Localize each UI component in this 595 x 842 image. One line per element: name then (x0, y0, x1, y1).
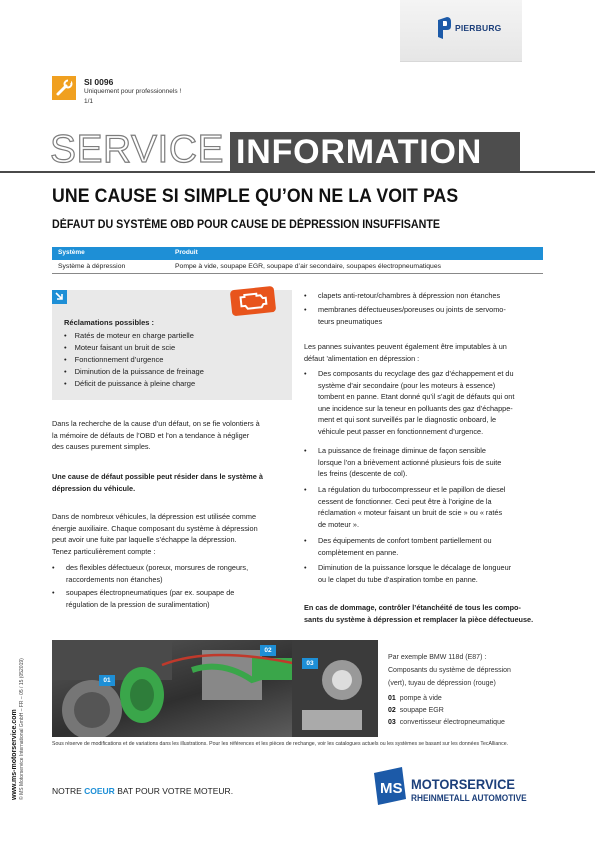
table-row (52, 260, 543, 274)
list-item: • Diminution de la puissance de freinage (64, 367, 204, 376)
list-item: • Des composants du recyclage des gaz d’échappement et du système d’air secondaire (pour les moteurs à essence) tombent en panne. Etant donné qu’il s’agit de défauts qui ont une incidence sur la teneur en polluants des gaz d’échappe- ment et qui sont surveillés par le diagnostic onboard, le véhicule peut passer en fonctionnement d’urgence. (304, 369, 515, 436)
text-line: des causes purement simples. (52, 442, 151, 452)
text-line: peut avoir une fuite par laquelle s’échappe la dépression. (52, 535, 237, 545)
text-line: Des équipements de confort tombent partiellement ou (318, 536, 492, 545)
copyright: © MS Motorservice International GmbH – FR – 05 / 15 (052019) (19, 658, 25, 800)
text-line: soupapes électropneumatiques (par ex. soupape de (66, 588, 235, 597)
text-line: teurs pneumatiques (318, 316, 383, 326)
caption-line: (vert), tuyau de dépression (rouge) (388, 680, 496, 687)
list-item: • des flexibles défectueux (poreux, morsures de rongeurs, raccordements non étanches) (52, 563, 249, 584)
caption-line: Composants du système de dépression (388, 667, 511, 674)
text-line: Des composants du recyclage des gaz d’échappement et du (318, 369, 514, 378)
banner-information-box (230, 132, 520, 172)
caption-line: Par exemple BMW 118d (E87) : (388, 654, 487, 661)
caption-num: 02 (388, 707, 396, 714)
banner-service: SERVICE (50, 128, 225, 171)
table-header (52, 247, 543, 260)
text-line: véhicule peut passer en fonctionnement d’urgence. (318, 426, 484, 436)
banner-information: INFORMATION (236, 133, 483, 171)
complaints-title: Réclamations possibles : (64, 318, 155, 327)
svg-text:MS: MS (380, 780, 403, 797)
list-item: • clapets anti-retour/chambres à dépression non étanches (304, 291, 501, 300)
list-item: • Diminution de la puissance lorsque le décalage de longueur ou le clapet du tube d’aspiration tombe en panne. (304, 563, 512, 584)
right-intro (304, 341, 546, 364)
caption-num: 03 (388, 719, 396, 726)
photo-label-03: 03 (302, 658, 318, 669)
text-line: de moteur ». (318, 519, 359, 529)
text-line: une incidence sur la teneur en polluants des gaz d’échappe- (318, 403, 513, 413)
slogan-post: BAT POUR VOTRE MOTEUR. (114, 786, 234, 796)
text-line: cessent de fonctionner. Ceci peut être à l’origine de la (318, 496, 492, 506)
page-title: UNE CAUSE SI SIMPLE QU’ON NE LA VOIT PAS (52, 186, 459, 207)
caption-num: 01 (388, 695, 396, 702)
text-line: sants du système à dépression et remplacer la pièce défectueuse. (304, 614, 534, 624)
banner-rule (0, 171, 595, 173)
text-line: Diminution de la puissance lorsque le décalage de longueur (318, 563, 512, 572)
text-line: Les pannes suivantes peuvent également être imputables à un (304, 342, 507, 351)
left-paragraph-2 (52, 471, 302, 494)
list-item: • Moteur faisant un bruit de scie (64, 343, 175, 352)
brand-name: PIERBURG (455, 23, 502, 33)
left-paragraph-1 (52, 418, 302, 453)
text-line: défaut ’alimentation en dépression : (304, 353, 420, 363)
text-line: système d’air secondaire (pour les moteurs à essence) (318, 380, 496, 390)
text-line: les freins (descente de col). (318, 469, 408, 479)
table-header-product: Produit (175, 249, 198, 256)
text-line: La régulation du turbocompresseur et le papillon de diesel (318, 485, 506, 494)
text-line: la mémoire de défauts de l’OBD et l’on a tendance à négliger (52, 430, 250, 440)
list-item: • La puissance de freinage diminue de façon sensible lorsque l’on a brièvement actionné plusieurs fois de suite les freins (descente de col). (304, 446, 502, 479)
website-link[interactable]: www.ms-motorservice.com (11, 709, 18, 800)
slogan-highlight: COEUR (84, 786, 115, 796)
disclaimer: Sous réserve de modifications et de variations dans les illustrations. Pour les références et les pièces de rechange, voir les catalogues actuels ou les systèmes se basant sur les données TecAlliance. (52, 741, 509, 747)
text-line: La puissance de freinage diminue de façon sensible (318, 446, 486, 455)
text-line: raccordements non étanches) (66, 574, 163, 584)
caption-item (388, 695, 442, 702)
table-cell-product: Pompe à vide, soupape EGR, soupape d’air secondaire, soupapes électropneumatiques (175, 263, 442, 270)
motorservice-logo-icon (374, 767, 406, 805)
text-line: En cas de dommage, contrôler l’étanchéité de tous les compo- (304, 603, 521, 612)
text-line: réclamation « moteur faisant un bruit de scie » ou « ratés (318, 508, 503, 518)
caption-text: convertisseur électropneumatique (399, 719, 505, 726)
logo-subtitle: RHEINMETALL AUTOMOTIVE (411, 793, 527, 803)
text-line: dépression du véhicule. (52, 483, 136, 493)
text-line: complètement en panne. (318, 547, 399, 557)
text-line: Dans la recherche de la cause d’un défaut, on se fie volontiers à (52, 419, 260, 428)
list-item: • membranes défectueuses/poreuses ou joints de servomo- teurs pneumatiques (304, 305, 506, 326)
text-line: lorsque l’on a brièvement actionné plusieurs fois de suite (318, 457, 502, 467)
photo-label-01: 01 (99, 675, 115, 686)
si-code: SI 0096 (84, 77, 114, 87)
check-engine-icon (229, 286, 279, 316)
text-line: clapets anti-retour/chambres à dépression non étanches (318, 291, 501, 300)
list-item: • soupapes électropneumatiques (par ex. soupape de régulation de la pression de suralimentation) (52, 588, 235, 609)
text-line: tombent en panne. Etant donné qu’il s’agit de défauts qui ont (318, 392, 515, 402)
text-line: membranes défectueuses/poreuses ou joints de servomo- (318, 305, 506, 314)
arrow-down-right-icon (52, 290, 67, 304)
list-item: • La régulation du turbocompresseur et le papillon de diesel cessent de fonctionner. Ceci peut être à l’origine de la réclamation « moteur faisant un bruit de scie » ou « ratés de moteur ». (304, 485, 506, 529)
text-line: ou le clapet du tube d’aspiration tombe en panne. (318, 574, 478, 584)
page-subtitle: DÉFAUT DU SYSTÈME OBD POUR CAUSE DE DÉPRESSION INSUFFISANTE (52, 219, 441, 231)
text-line: Tenez particulièrement compte : (52, 546, 156, 556)
engine-photo (52, 640, 378, 737)
right-conclusion (304, 602, 546, 625)
photo-label-02: 02 (260, 645, 276, 656)
caption-text: soupape EGR (399, 707, 444, 714)
side-info (11, 658, 25, 800)
text-line: énergie auxiliaire. Chaque composant du système à dépression (52, 523, 258, 533)
slogan-pre: NOTRE (52, 786, 85, 796)
logo-name: MOTORSERVICE (411, 776, 516, 792)
caption-item (388, 707, 444, 714)
text-line: des flexibles défectueux (poreux, morsures de rongeurs, (66, 563, 249, 572)
text-line: Dans de nombreux véhicules, la dépression est utilisée comme (52, 512, 257, 521)
brand-box (400, 0, 522, 62)
wrench-icon (52, 76, 76, 100)
list-item: • Fonctionnement d’urgence (64, 355, 163, 364)
table-header-system: Système (58, 249, 85, 256)
si-audience: Uniquement pour professionnels ! (84, 88, 182, 95)
list-item: • Ratés de moteur en charge partielle (64, 331, 194, 340)
left-paragraph-3 (52, 511, 302, 557)
page-number: 1/1 (84, 98, 94, 105)
table-cell-system: Système à dépression (58, 263, 126, 270)
text-line: régulation de la pression de suralimentation) (66, 599, 210, 609)
complaints-box (52, 290, 292, 400)
caption-text: pompe à vide (399, 695, 442, 702)
slogan (52, 786, 233, 796)
pierburg-logo-icon (437, 17, 451, 39)
list-item: • Déficit de puissance à pleine charge (64, 379, 195, 388)
text-line: Une cause de défaut possible peut résider dans le système à (52, 472, 263, 481)
caption-item (388, 719, 505, 726)
list-item: • Des équipements de confort tombent partiellement ou complètement en panne. (304, 536, 492, 557)
text-line: ment et qui sont surveillés par le diagnostic onboard, le (318, 415, 497, 425)
